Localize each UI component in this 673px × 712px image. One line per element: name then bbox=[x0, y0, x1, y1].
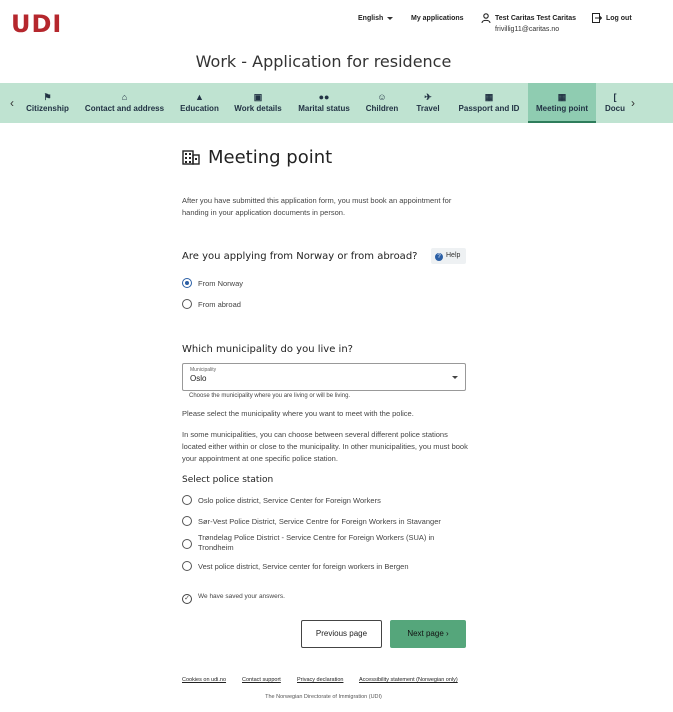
people-icon: ●● bbox=[318, 92, 330, 102]
saved-text: We have saved your answers. bbox=[198, 593, 285, 600]
logout-icon bbox=[592, 13, 602, 23]
step-documents[interactable] bbox=[602, 83, 628, 123]
step-children[interactable] bbox=[364, 83, 400, 123]
radio-label: Sør-Vest Police District, Service Centre for Foreign Workers in Stavanger bbox=[198, 517, 441, 526]
logout-label: Log out bbox=[606, 14, 632, 22]
radio-label: Trøndelag Police District - Service Centre for Foreign Workers (SUA) in Trondheim bbox=[198, 533, 435, 552]
footer-link-contact[interactable]: Contact support bbox=[242, 677, 281, 683]
footer-organization: The Norwegian Directorate of Immigration (UDI) bbox=[265, 694, 382, 700]
flag-icon: ⚑ bbox=[43, 92, 52, 102]
step-contact-and-address[interactable] bbox=[83, 83, 166, 123]
help-label: Help bbox=[446, 252, 461, 259]
footer-link-cookies[interactable]: Cookies on udi.no bbox=[182, 677, 227, 683]
user-icon bbox=[481, 13, 491, 24]
radio-label: From Norway bbox=[198, 279, 244, 288]
user-email: frivillig11@caritas.no bbox=[495, 26, 560, 33]
step-label: Meeting point bbox=[536, 104, 588, 113]
info-select-municipality: Please select the municipality where you want to meet with the police. bbox=[182, 409, 414, 418]
help-button[interactable] bbox=[431, 248, 466, 264]
info-police-stations: In some municipalities, you can choose between several different police stations located either within or close to the municipality. In other municipalities, you must book your appointment at one specific police station. bbox=[182, 430, 468, 463]
radio-button[interactable] bbox=[182, 516, 192, 526]
user-name: Test Caritas Test Caritas bbox=[495, 15, 577, 22]
language-selector[interactable] bbox=[358, 15, 393, 22]
saved-status bbox=[182, 593, 285, 604]
building-icon: ▦ bbox=[557, 92, 567, 102]
radio-label: From abroad bbox=[198, 300, 241, 309]
radio-label: Vest police district, Service center for foreign workers in Bergen bbox=[198, 562, 409, 571]
logout-button[interactable] bbox=[592, 13, 632, 23]
question-municipality: Which municipality do you live in? bbox=[182, 344, 353, 355]
chevron-right-icon: › bbox=[446, 629, 449, 638]
step-label: Work details bbox=[234, 104, 282, 113]
next-page-button[interactable] bbox=[390, 620, 466, 648]
select-hint: Choose the municipality where you are living or will be living. bbox=[189, 393, 351, 399]
footer-link-accessibility[interactable]: Accessibility statement (Norwegian only) bbox=[359, 677, 458, 683]
check-icon: ✓ bbox=[182, 594, 192, 604]
footer-link-privacy[interactable]: Privacy declaration bbox=[297, 677, 344, 683]
page-title: Work - Application for residence bbox=[195, 52, 452, 71]
briefcase-icon: ▣ bbox=[253, 92, 263, 102]
select-value: Oslo bbox=[190, 374, 207, 383]
radio-button[interactable] bbox=[182, 299, 192, 309]
next-label: Next page bbox=[407, 629, 444, 638]
step-label: Marital status bbox=[298, 104, 350, 113]
step-label: Children bbox=[365, 104, 399, 113]
radio-button[interactable] bbox=[182, 278, 192, 288]
building-icon bbox=[182, 150, 200, 165]
police-station-heading: Select police station bbox=[182, 475, 274, 485]
chevron-right-icon[interactable]: › bbox=[631, 96, 635, 110]
question-icon: ? bbox=[435, 253, 443, 261]
document-icon: [ bbox=[613, 92, 617, 102]
step-work-details[interactable] bbox=[232, 83, 284, 123]
select-label: Municipality bbox=[190, 367, 217, 373]
step-passport-and-id[interactable] bbox=[456, 83, 522, 123]
step-travel[interactable] bbox=[412, 83, 444, 123]
chevron-down-icon bbox=[452, 376, 458, 379]
intro-text: After you have submitted this application form, you must book an appointment for handing in your application documents in person. bbox=[182, 196, 452, 217]
heading-text: Meeting point bbox=[208, 147, 333, 168]
my-applications-link[interactable]: My applications bbox=[411, 15, 464, 22]
step-citizenship[interactable] bbox=[24, 83, 71, 123]
question-origin: Are you applying from Norway or from abroad? bbox=[182, 251, 418, 262]
step-label: Contact and address bbox=[84, 104, 165, 113]
step-label: Travel bbox=[416, 104, 440, 113]
step-navigation bbox=[0, 83, 673, 123]
step-meeting-point[interactable] bbox=[528, 83, 596, 123]
child-icon: ☺ bbox=[377, 92, 387, 102]
previous-page-button[interactable]: Previous page bbox=[301, 620, 382, 648]
language-label: English bbox=[358, 15, 384, 22]
section-heading bbox=[182, 147, 332, 168]
top-navigation bbox=[0, 13, 673, 37]
radio-button[interactable] bbox=[182, 495, 192, 505]
step-marital-status[interactable] bbox=[296, 83, 352, 123]
step-label: Citizenship bbox=[26, 104, 69, 113]
graduation-cap-icon: ▲ bbox=[195, 92, 204, 102]
municipality-select[interactable] bbox=[182, 363, 466, 391]
step-education[interactable] bbox=[178, 83, 221, 123]
passport-icon: ▦ bbox=[484, 92, 494, 102]
radio-button[interactable] bbox=[182, 561, 192, 571]
radio-label: Oslo police district, Service Center for Foreign Workers bbox=[198, 496, 381, 505]
house-icon: ⌂ bbox=[121, 92, 128, 102]
step-label: Docu bbox=[605, 104, 625, 113]
udi-logo[interactable]: UDI bbox=[11, 10, 63, 38]
airplane-icon: ✈ bbox=[424, 92, 432, 102]
step-label: Passport and ID bbox=[458, 104, 520, 113]
step-label: Education bbox=[180, 104, 219, 113]
chevron-down-icon bbox=[387, 17, 393, 20]
chevron-left-icon[interactable]: ‹ bbox=[10, 96, 14, 110]
radio-button[interactable] bbox=[182, 539, 192, 549]
